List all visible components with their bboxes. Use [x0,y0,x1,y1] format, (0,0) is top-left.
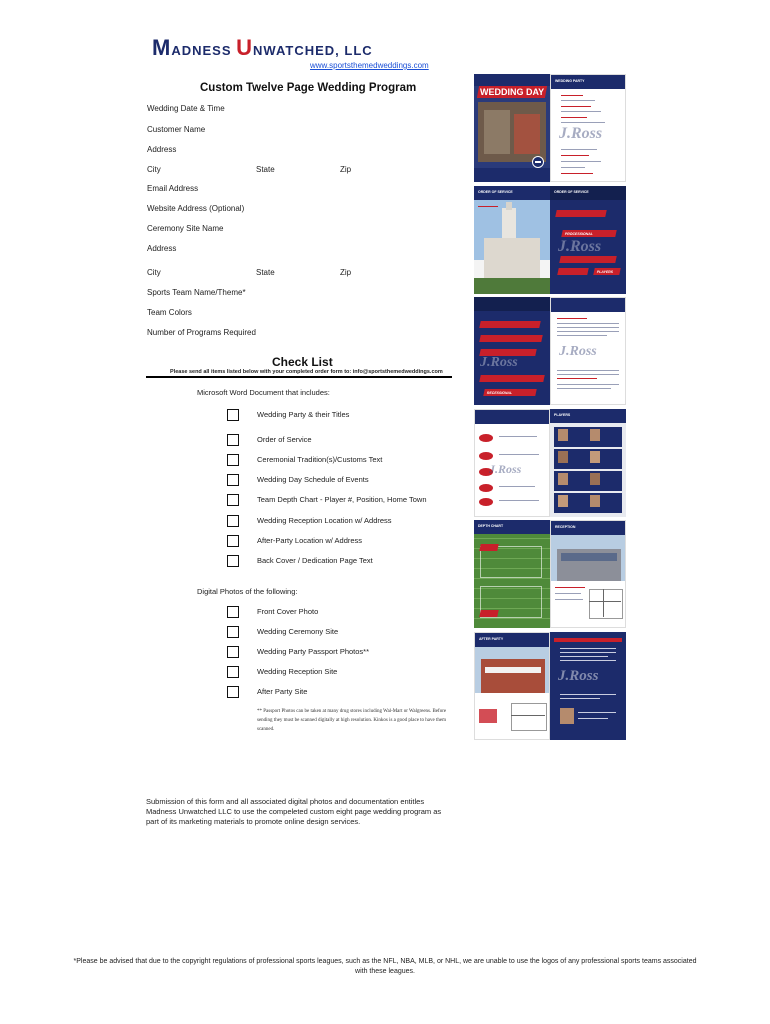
field-website[interactable]: Website Address (Optional) [147,204,245,213]
checklist-label: After-Party Location w/ Address [257,536,363,545]
thumb-watermark: J.Ross [489,462,522,476]
thumb-label: PROCESSIONAL [564,231,594,236]
checklist-label: Wedding Day Schedule of Events [257,475,369,484]
checkbox-order-of-service[interactable] [227,434,239,446]
checklist-label: Front Cover Photo [257,607,319,616]
field-num-programs[interactable]: Number of Programs Required [147,328,256,337]
checklist-label: Back Cover / Dedication Page Text [257,556,373,565]
checklist-label: Wedding Party & their Titles [257,410,350,419]
thumb-label: AFTER PARTY [479,637,504,641]
thumb-depth-chart [474,520,550,628]
thumb-after-party [474,632,550,740]
brand-word-adness: ADNESS [171,43,232,58]
thumb-watermark: J.Ross [559,344,597,359]
checkbox-passport-photos[interactable] [227,646,239,658]
field-ceremony-state[interactable]: State [256,268,275,277]
checkbox-after-party-location[interactable] [227,535,239,547]
thumb-events [474,409,550,517]
passport-footnote: ** Passport Photos can be taken at many drug stores including Wal-Mart or Walgreens. Before sending they must be scanned digitally at high resolution. Kinkos is a good place to have them scanned. [257,709,447,732]
thumb-label: RECESSIONAL [486,390,513,395]
thumb-watermark: J.Ross [558,238,602,255]
thumb-label: WEDDING PARTY [555,79,585,83]
checkbox-after-party-photo[interactable] [227,686,239,698]
website-link[interactable]: www.sportsthemedweddings.com [310,61,429,70]
field-team-colors[interactable]: Team Colors [147,308,192,317]
thumb-wedding-party [550,74,626,182]
brand-letter-m: M [152,35,172,60]
company-logo [152,35,373,61]
thumb-label: RECEPTION [555,525,576,529]
thumb-schedule [550,297,626,405]
checklist-label: Ceremonial Tradition(s)/Customs Text [257,455,383,464]
checkbox-reception-site-photo[interactable] [227,666,239,678]
checklist-label: After Party Site [257,687,308,696]
checkbox-ceremony-site-photo[interactable] [227,626,239,638]
thumb-label: DEPTH CHART [478,524,504,528]
field-ceremony-zip[interactable]: Zip [340,268,352,277]
thumb-players [550,409,626,517]
field-ceremony-city[interactable]: City [147,268,161,277]
field-ceremony-site[interactable]: Ceremony Site Name [147,224,224,233]
checklist-label: Wedding Ceremony Site [257,627,339,636]
checkbox-ceremonial-traditions[interactable] [227,454,239,466]
checkbox-schedule-of-events[interactable] [227,474,239,486]
thumb-label: PLAYERS [596,269,614,274]
brand-word-unwatched: NWATCHED, LLC [253,43,373,58]
checkbox-reception-location[interactable] [227,515,239,527]
thumb-label: PLAYERS [554,413,571,417]
checkbox-team-depth-chart[interactable] [227,494,239,506]
thumb-reception [550,520,626,628]
thumb-ceremony-site [474,186,550,294]
thumb-cover-title: WEDDING DAY [480,87,545,97]
brand-letter-u: U [236,35,254,60]
thumb-order-of-service [550,186,626,294]
field-team-theme[interactable]: Sports Team Name/Theme* [147,288,246,297]
checklist-title: Check List [272,355,333,369]
thumb-watermark: J.Ross [559,125,603,142]
copyright-disclaimer: *Please be advised that due to the copyright regulations of professional sports leagues, such as the NFL, NBA, MLB, or NHL, we are unable to use the logos of any professional sports teams associated with these leagues. [73,958,697,975]
submission-terms: Submission of this form and all associated digital photos and documentation entitles Madness Unwatched LLC to use the compeleted custom eight page wedding program as part of its marketing materials to promote online design services. [146,797,442,826]
checklist-label: Wedding Party Passport Photos** [257,647,370,656]
thumb-watermark: J.Ross [558,668,599,684]
checklist-instructions: Please send all items listed below with your completed order form to: info@sportsthemedweddings.com [170,369,443,375]
field-customer-name[interactable]: Customer Name [147,125,206,134]
thumb-traditions [474,297,550,405]
checklist-label: Wedding Reception Location w/ Address [257,516,392,525]
word-doc-heading: Microsoft Word Document that includes: [197,388,330,397]
checkbox-back-cover-text[interactable] [227,555,239,567]
checklist-label: Wedding Reception Site [257,667,338,676]
field-zip[interactable]: Zip [340,165,352,174]
thumb-label: ORDER OF SERVICE [554,190,589,194]
checklist-label: Team Depth Chart - Player #, Position, Home Town [257,495,427,504]
field-state[interactable]: State [256,165,275,174]
checkbox-wedding-party[interactable] [227,409,239,421]
form-title: Custom Twelve Page Wedding Program [200,82,417,94]
checklist-divider [146,376,452,378]
field-city[interactable]: City [147,165,161,174]
thumb-watermark: J.Ross [480,355,518,370]
checklist-label: Order of Service [257,435,312,444]
photos-heading: Digital Photos of the following: [197,587,298,596]
thumb-dedication [550,632,626,740]
thumb-front-cover [474,74,550,182]
thumb-label: ORDER OF SERVICE [478,190,513,194]
field-wedding-date-time[interactable]: Wedding Date & Time [147,104,225,113]
field-address[interactable]: Address [147,145,177,154]
checkbox-front-cover-photo[interactable] [227,606,239,618]
field-email[interactable]: Email Address [147,184,199,193]
field-ceremony-address[interactable]: Address [147,244,177,253]
